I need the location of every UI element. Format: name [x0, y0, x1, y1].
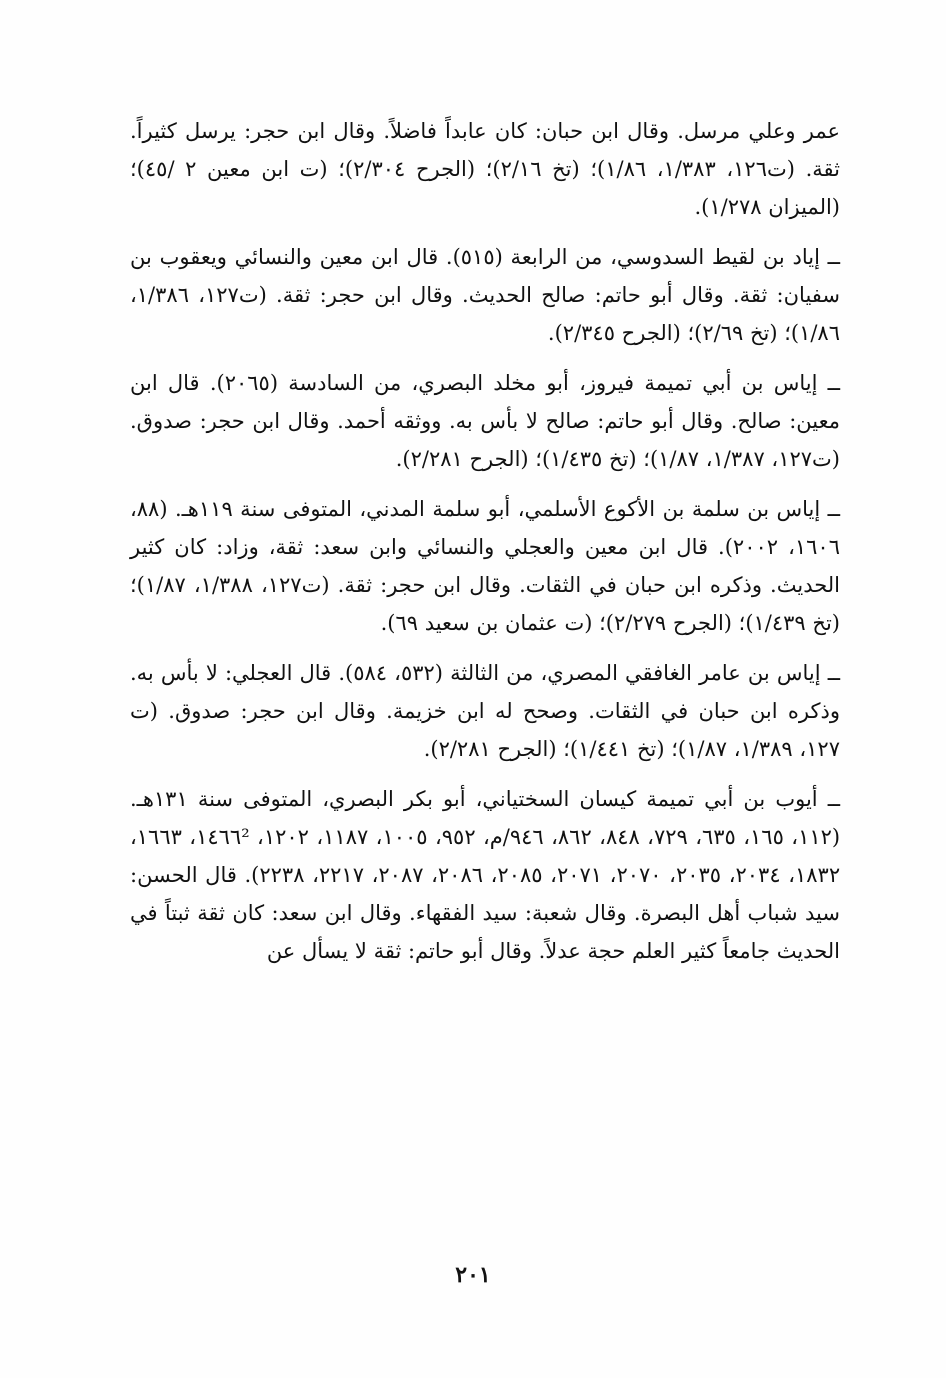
entry-iyas-ibn-salama: ــ إياس بن سلمة بن الأكوع الأسلمي، أبو سلمة المدني، المتوفى سنة ١١٩هـ. (٨٨، ١٦٠٦، ٢٠٠٢). قال ابن معين والعجلي والنسائي وابن سعد: ثقة، وزاد: كان كثير الحديث. وذكره ابن حبان في الثقات. وقال ابن حجر: ثقة. (ت١٢٧، ١/٣٨٨، ١/٨٧)؛ (تخ ١/٤٣٩)؛ (الجرح ٢/٢٧٩)؛ (ت عثمان بن سعيد ٦٩). [130, 497, 841, 635]
entry-iyas-ibn-abi-tamima: ــ إياس بن أبي تميمة فيروز، أبو مخلد البصري، من السادسة (٢٠٦٥). قال ابن معين: صالح. وقال أبو حاتم: صالح لا بأس به. ووثقه أحمد. وقال ابن حجر: صدوق. (ت١٢٧، ١/٣٨٧، ١/٨٧)؛ (تخ ١/٤٣٥)؛ (الجرح ٢/٢٨١). [130, 371, 840, 471]
entry-continuation: عمر وعلي مرسل. وقال ابن حبان: كان عابداً فاضلاً. وقال ابن حجر: يرسل كثيراً. ثقة. (ت١٢٦، ١/٣٨٣، ١/٨٦)؛ (تخ ٢/١٦)؛ (الجرح ٢/٣٠٤)؛ (ت ابن معين ٢ /٤٥)؛ (الميزان ١/٢٧٨). [130, 119, 840, 219]
entry-iyad-ibn-laqit: ــ إياد بن لقيط السدوسي، من الرابعة (٥١٥). قال ابن معين والنسائي ويعقوب بن سفيان: ثقة. وقال أبو حاتم: صالح الحديث. وقال ابن حجر: ثقة. (ت١٢٧، ١/٣٨٦، ١/٨٦)؛ (تخ ٢/٦٩)؛ (الجرح ٢/٣٤٥). [130, 245, 841, 345]
entry-iyas-ibn-amir: ــ إياس بن عامر الغافقي المصري، من الثالثة (٥٣٢، ٥٨٤). قال العجلي: لا بأس به. وذكره ابن حبان في الثقات. وصحح له ابن خزيمة. وقال ابن حجر: صدوق. (ت ١٢٧، ١/٣٨٩، ١/٨٧)؛ (تخ ١/٤٤١)؛ (الجرح ٢/٢٨١). [130, 661, 841, 761]
entry-ayyub-al-sakhtiyani: ــ أيوب بن أبي تميمة كيسان السختياني، أبو بكر البصري، المتوفى سنة ١٣١هـ. (١١٢، ١٦٥، ٦٣٥، ٧٢٩، ٨٤٨، ٨٦٢، ٩٤٦/م، ٩٥٢، ١٠٠٥، ١١٨٧، ١٢٠٢، ١٤٦٦²، ١٦٦٣، ١٨٣٢، ٢٠٣٤، ٢٠٣٥، ٢٠٧٠، ٢٠٧١، ٢٠٨٥، ٢٠٨٦، ٢٠٨٧، ٢٢١٧، ٢٢٣٨). قال الحسن: سيد شباب أهل البصرة. وقال شعبة: سيد الفقهاء. وقال ابن سعد: كان ثقة ثبتاً في الحديث جامعاً كثير العلم حجة عدلاً. وقال أبو حاتم: ثقة لا يسأل عن [130, 787, 841, 963]
page-number: ٢٠١ [455, 1262, 491, 1288]
body-text [130, 112, 840, 982]
